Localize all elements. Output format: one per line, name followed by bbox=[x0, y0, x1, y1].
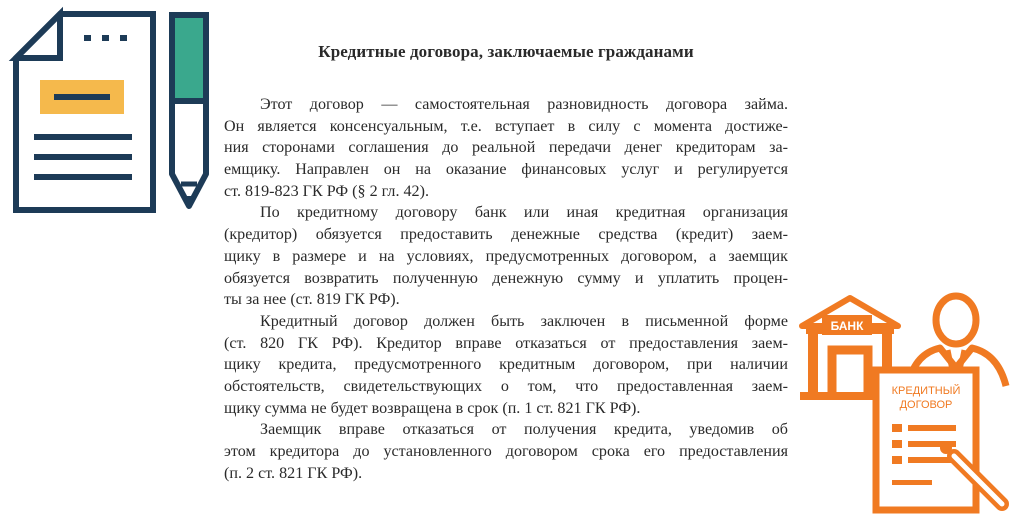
text-line: щику в размере и на условиях, предусмотренных договором, а заемщик bbox=[224, 247, 788, 265]
contract-label-1: КРЕДИТНЫЙ bbox=[891, 385, 961, 397]
text-line: Кредитный договор должен быть заключен в письменной форме bbox=[260, 312, 788, 330]
document-with-pen-icon bbox=[8, 6, 220, 216]
paragraph-3 bbox=[224, 311, 788, 419]
text-line: обязуется возвратить полученную денежную сумму и уплатить процен- bbox=[224, 269, 788, 287]
text-line: ния сторонами соглашения до реальной передачи денег кредиторам за- bbox=[224, 139, 788, 157]
text-line: (п. 2 ст. 821 ГК РФ). bbox=[224, 464, 363, 482]
text-line: Он является консенсуальным, т.е. вступает в силу с момента достиже- bbox=[224, 117, 788, 135]
contract-label-2: ДОГОВОР bbox=[899, 399, 953, 411]
text-line: (ст. 820 ГК РФ). Кредитор вправе отказаться от предоставления заем- bbox=[224, 334, 788, 352]
text-line: щику кредита, предусмотренного кредитным договором, при наличии bbox=[224, 356, 788, 374]
text-line: обстоятельств, свидетельствующих о том, что предоставленная заем- bbox=[224, 377, 788, 395]
pen-icon bbox=[172, 15, 206, 206]
contract-document-icon bbox=[876, 370, 976, 510]
text-line: (кредитор) обязуется предоставить денежные средства (кредит) заем- bbox=[224, 226, 788, 244]
text-line: Этот договор — самостоятельная разновидность договора займа. bbox=[260, 96, 788, 113]
text-line: ты за нее (ст. 819 ГК РФ). bbox=[224, 291, 400, 309]
bank-credit-contract-icon bbox=[796, 290, 1018, 520]
paragraph-1 bbox=[224, 94, 788, 202]
text-line: этом кредитора до установленного договором срока его предоставления bbox=[224, 443, 788, 460]
article bbox=[224, 42, 788, 484]
text-line: По кредитному договору банк или иная кредитная организация bbox=[260, 204, 788, 222]
text-line: ст. 819-823 ГК РФ (§ 2 гл. 42). bbox=[224, 182, 429, 200]
document-icon bbox=[16, 14, 153, 210]
text-line: Заемщик вправе отказаться от получения кредита, уведомив об bbox=[260, 421, 788, 439]
paragraph-4 bbox=[224, 419, 788, 484]
article-title: Кредитные договора, заключаемые гражданами bbox=[318, 42, 694, 61]
bank-sign-text: БАНК bbox=[830, 319, 864, 333]
text-line: емщику. Направлен он на оказание финансовых услуг и регулируется bbox=[224, 161, 788, 179]
text-line: щику сумма не будет возвращена в срок (п. 1 ст. 821 ГК РФ). bbox=[224, 399, 641, 417]
paragraph-2 bbox=[224, 202, 788, 310]
